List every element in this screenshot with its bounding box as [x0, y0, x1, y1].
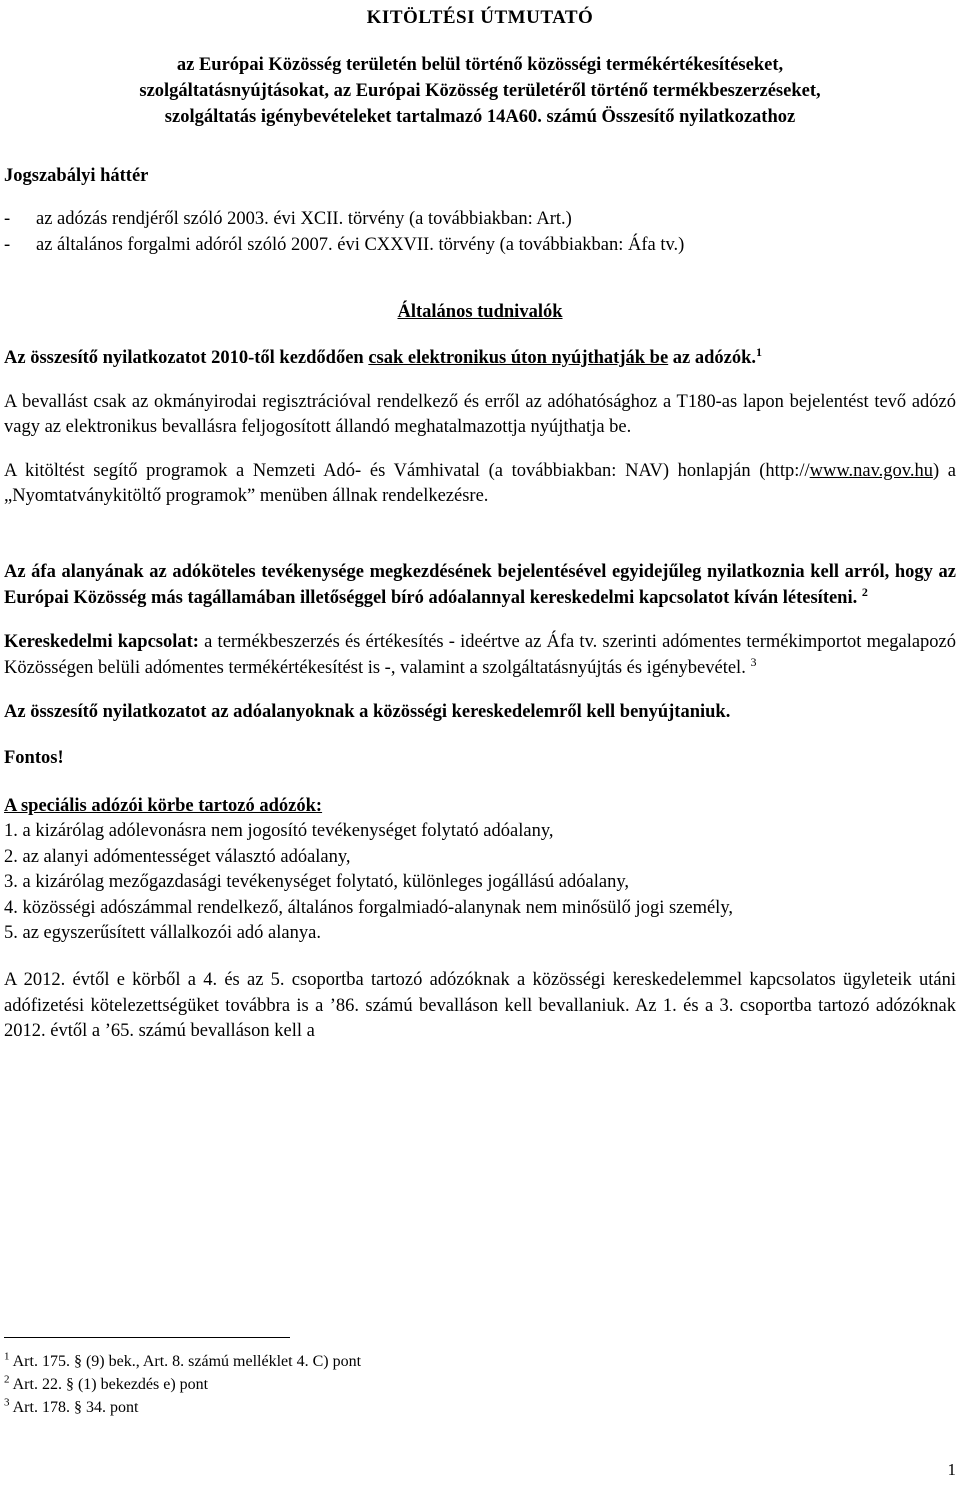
footnote-item [4, 1350, 361, 1373]
commercial-relation-paragraph [4, 630, 956, 681]
obligation-paragraph: Az összesítő nyilatkozatot az adóalanyoknak a közösségi kereskedelemről kell benyújtaniuk. [4, 702, 731, 723]
footnote-number: 3 [4, 1396, 10, 1409]
list-item [4, 207, 956, 233]
important-label: Fontos! [4, 747, 64, 768]
definition-label: Kereskedelmi kapcsolat: [4, 632, 199, 653]
footnote-item [4, 1373, 361, 1396]
document-page [4, 0, 956, 1045]
paragraph-text: A kitöltést segítő programok a Nemzeti Adó- és Vámhivatal (a továbbiakban: NAV) honlapján (http:// [4, 460, 810, 481]
dash-marker: - [4, 234, 11, 255]
paragraph-text: Az áfa alanyának az adóköteles tevékenysége megkezdésének bejelentésével egyidejűleg nyilatkoznia kell arról, hogy az Európai Közösség más tagállamában illetőséggel bíró adóalannyal kereskedelmi kapcsolatot kíván létesíteni. [4, 561, 956, 608]
footnote-text: Art. 178. § 34. pont [12, 1399, 139, 1416]
list-item: 2. az alanyi adómentességet választó adóalany, [4, 846, 351, 867]
footnote-separator [4, 1337, 290, 1338]
list-item-text: az adózás rendjéről szóló 2003. évi XCII. törvény (a továbbiakban: Art.) [36, 209, 572, 230]
footnote-number: 2 [4, 1373, 10, 1386]
special-taxpayers-list [4, 819, 956, 947]
document-subtitle [4, 52, 956, 130]
page-title: KITÖLTÉSI ÚTMUTATÓ [366, 7, 594, 28]
paragraph-text: a termékbeszerzés és értékesítés - ideértve az Áfa tv. szerinti adómentes termékimportot megalapozó Közösségen belüli adómentes termékértékesítést is -, valamint a szolgáltatásnyújtás és igénybevétel. [4, 632, 957, 678]
final-paragraph: A 2012. évtől e körből a 4. és az 5. csoportba tartozó adózóknak a közösségi kereskedelemmel kapcsolatos ügyleteik utáni adófizetési kötelezettségüket továbbra is a ’86. számú bevalláson kell bevallaniuk. Az 1. és a 3. csoportba tartozó adózóknak 2012. évtől a ’65. számú bevalláson kell a [4, 970, 956, 1042]
subtitle-line-2: szolgáltatásnyújtásokat, az Európai Közösség területéről történő termékbeszerzéseket, [139, 80, 821, 101]
special-taxpayers-heading: A speciális adózói körbe tartozó adózók: [4, 795, 323, 816]
list-item [4, 233, 956, 259]
paragraph-text: ) a „Nyomtatványkitöltő programok” menüben állnak rendelkezésre. [4, 460, 956, 507]
list-item-text: az általános forgalmi adóról szóló 2007. évi CXXVII. törvény (a továbbiakban: Áfa tv.) [36, 234, 685, 255]
list-item: 4. közösségi adószámmal rendelkező, általános forgalmiadó-alanynak nem minősülő jogi személy, [4, 897, 733, 918]
dash-marker: - [4, 209, 11, 230]
subtitle-line-3: szolgáltatás igénybevételeket tartalmazó 14A60. számú Összesítő nyilatkozathoz [164, 106, 796, 127]
vat-statement-paragraph [4, 560, 956, 611]
footnotes [4, 1350, 361, 1419]
general-info-heading: Általános tudnivalók [397, 302, 563, 323]
emphasis-text: csak elektronikus úton nyújthatják be [368, 347, 669, 368]
page-number: 1 [947, 1460, 956, 1479]
programs-paragraph [4, 459, 956, 510]
footnote-text: Art. 175. § (9) bek., Art. 8. számú melléklet 4. C) pont [12, 1353, 362, 1370]
legal-background-heading: Jogszabályi háttér [4, 165, 149, 186]
subtitle-line-1: az Európai Közösség területén belül történő közösségi termékértékesítéseket, [176, 54, 784, 75]
paragraph-text: Az összesítő nyilatkozatot 2010-től kezdődően [4, 347, 364, 368]
footnote-ref[interactable]: 2 [861, 584, 868, 599]
footnote-ref[interactable]: 3 [750, 654, 757, 669]
submission-rights-paragraph: A bevallást csak az okmányirodai regisztrációval rendelkező és erről az adóhatósághoz a T180-as lapon bejelentést tevő adózó vagy az elektronikus bevallásra feljogosított állandó meghatalmazottja nyújthatja be. [4, 391, 956, 438]
footnote-text: Art. 22. § (1) bekezdés e) pont [12, 1376, 209, 1393]
electronic-submission-paragraph [4, 346, 956, 372]
footnote-number: 1 [4, 1350, 10, 1363]
list-item: 1. a kizárólag adólevonásra nem jogosító tevékenységet folytató adóalany, [4, 821, 554, 842]
nav-website-link[interactable]: www.nav.gov.hu [809, 460, 933, 481]
paragraph-text: az adózók. [672, 347, 757, 368]
legal-background-list [4, 207, 956, 258]
footnote-ref[interactable]: 1 [756, 344, 763, 359]
footnote-item [4, 1396, 361, 1419]
list-item: 5. az egyszerűsített vállalkozói adó alanya. [4, 923, 321, 944]
list-item: 3. a kizárólag mezőgazdasági tevékenységet folytató, különleges jogállású adóalany, [4, 872, 629, 893]
